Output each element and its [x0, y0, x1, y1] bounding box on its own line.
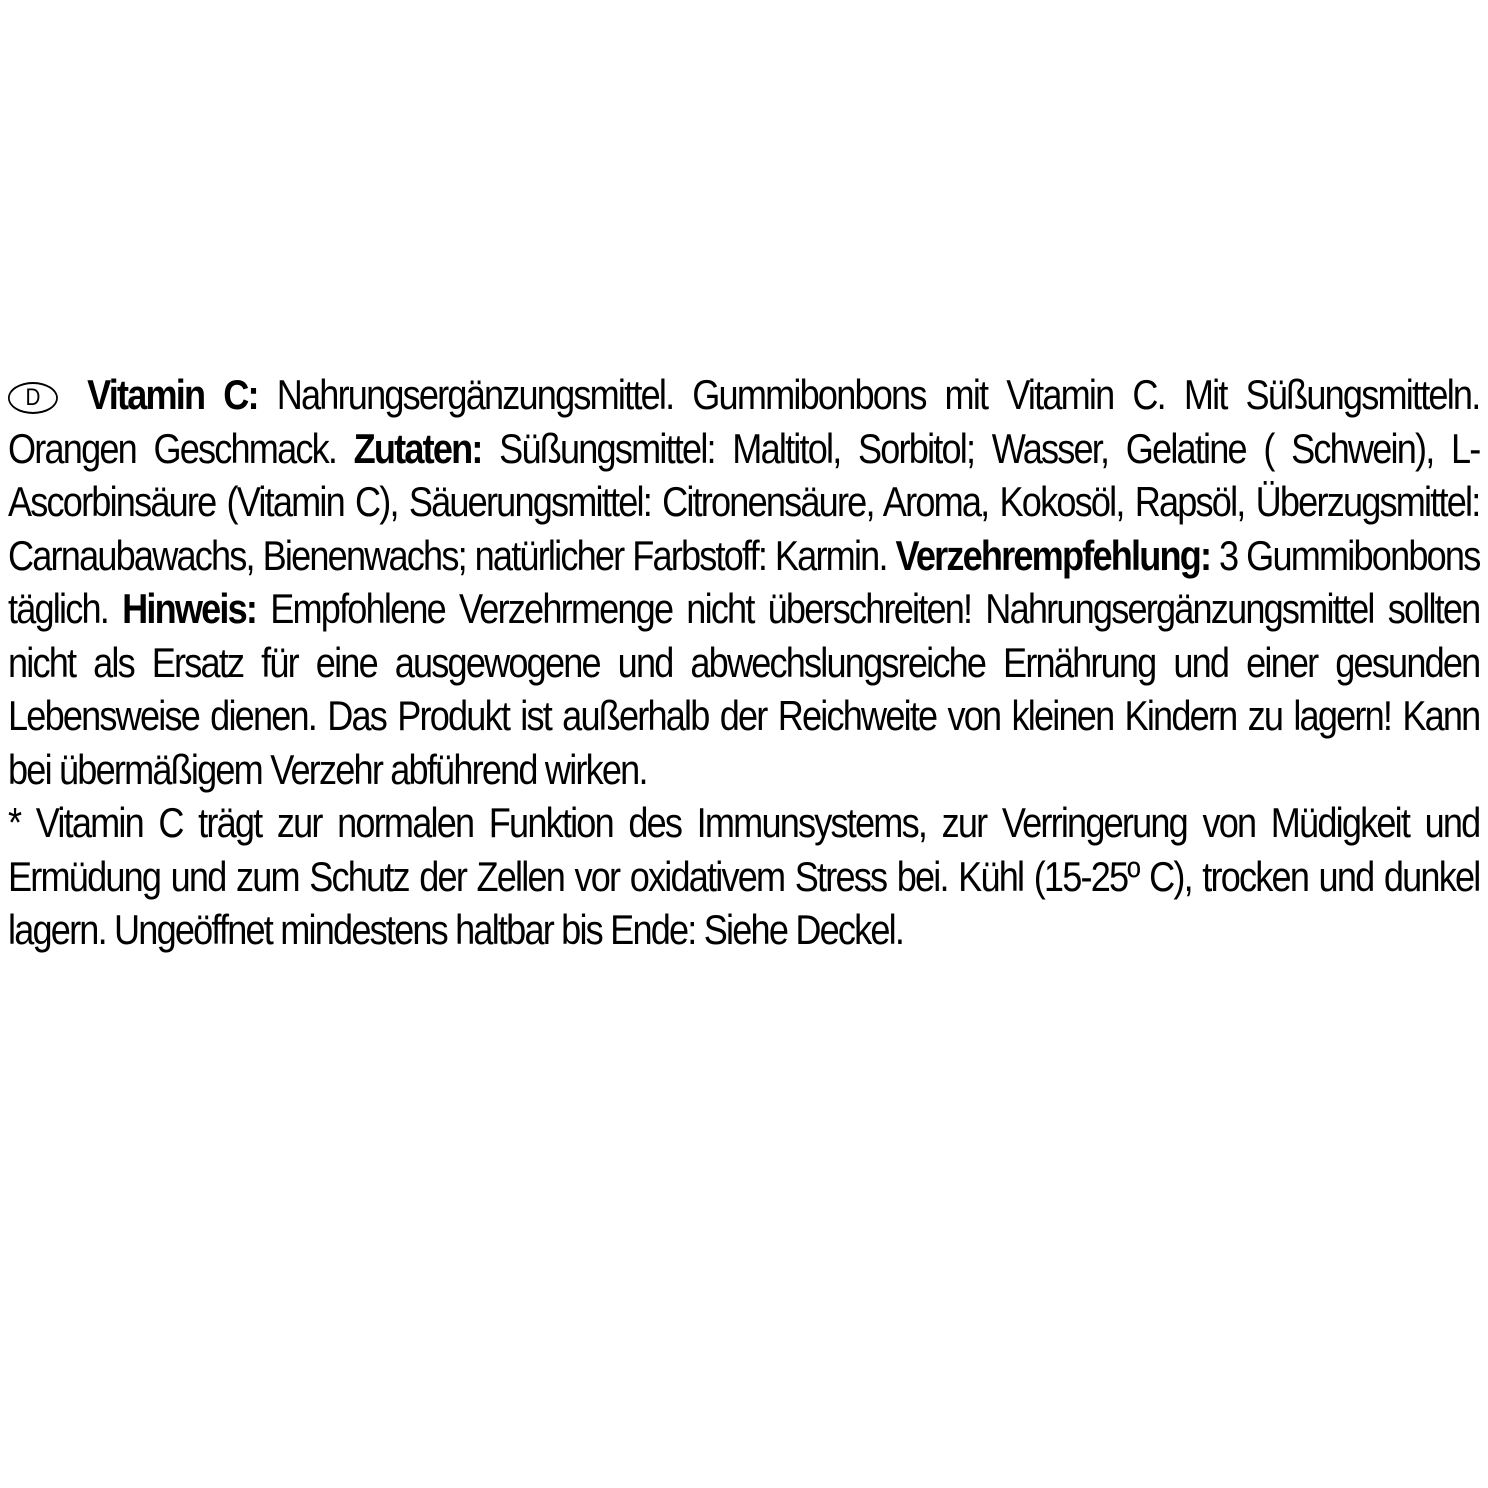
language-badge: D: [8, 382, 58, 414]
label-main-paragraph: [8, 368, 1479, 796]
notice-text: Empfohlene Verzehrmenge nicht überschreiten! Nahrungsergänzungsmittel sollten nicht als Ersatz für eine ausgewogene und abwechslungsreiche Ernährung und einer gesunden Lebensweise dienen. Das Produkt ist außerhalb der Reichweite von kleinen Kindern zu lagern! Kann bei übermäßigem Verzehr abführend wirken.: [8, 585, 1480, 793]
footnote-paragraph: * Vitamin C trägt zur normalen Funktion des Immunsystems, zur Verringerung von Müdigkeit und Ermüdung und zum Schutz der Zellen vor oxidativem Stress bei. Kühl (15-25º C), trocken und dunkel lagern. Ungeöffnet mindestens haltbar bis Ende: Siehe Deckel.: [8, 799, 1480, 953]
ingredients-text: Süßungsmittel: Maltitol, Sorbitol; Wasser, Gelatine ( Schwein), L-Ascorbinsäure (Vitamin C), Säuerungsmittel: Citronensäure, Aroma, Kokosöl, Rapsöl, Überzugsmittel: Carnaubawachs, Bienenwachs; natürlicher Farbstoff: Karmin.: [8, 424, 1480, 579]
ingredients-heading: Zutaten:: [353, 424, 482, 472]
product-description: Nahrungsergänzungsmittel. Gummibonbons mit Vitamin C. Mit Süßungsmitteln. Orangen Geschmack.: [8, 371, 1480, 472]
dosage-text: 3 Gummibonbons täglich.: [8, 531, 1480, 632]
dosage-heading: Verzehrempfehlung:: [895, 531, 1211, 579]
notice-heading: Hinweis:: [122, 585, 257, 632]
product-heading: Vitamin C:: [87, 371, 258, 418]
product-label-text: [8, 368, 1479, 957]
